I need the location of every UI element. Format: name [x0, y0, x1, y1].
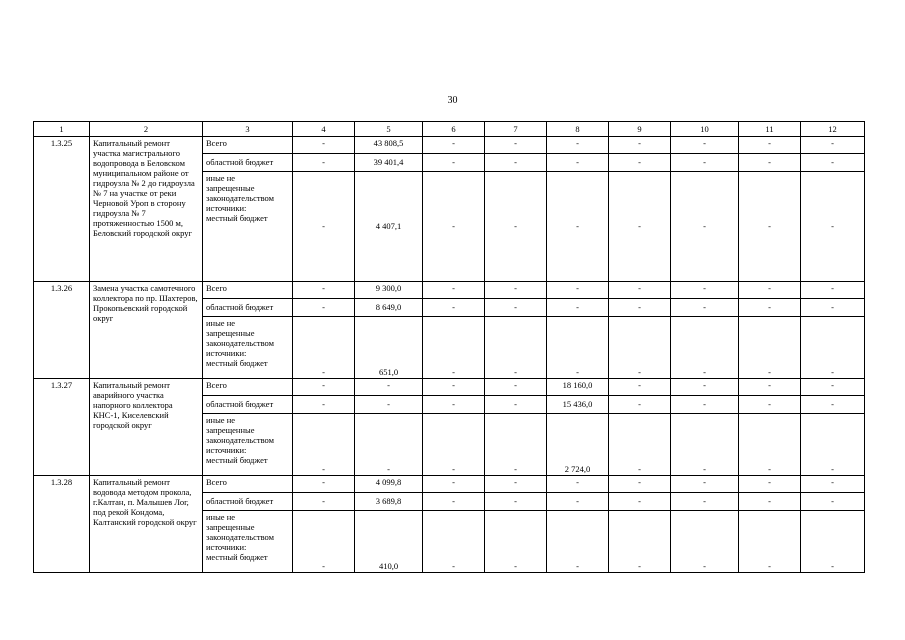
source-line: местный бюджет — [206, 358, 268, 369]
value-cell: - — [485, 414, 547, 476]
value-cell: - — [485, 137, 547, 154]
item-number: 1.3.28 — [34, 476, 90, 573]
table-row — [34, 282, 865, 299]
value-cell: - — [801, 511, 865, 573]
source-regional-budget: областной бюджет — [203, 299, 293, 317]
value-cell: - — [485, 379, 547, 396]
source-line: местный бюджет — [206, 213, 268, 224]
value-cell: - — [609, 154, 671, 172]
header-cell: 7 — [485, 122, 547, 137]
value-cell: - — [801, 299, 865, 317]
value-cell: - — [423, 137, 485, 154]
value-cell: - — [801, 414, 865, 476]
source-total: Всего — [203, 137, 293, 154]
value-cell: - — [547, 511, 609, 573]
source-total: Всего — [203, 476, 293, 493]
item-title: Капитальный ремонт водовода методом прокола, г.Калтан, п. Малышев Лог, под рекой Кондома, Калтанский городской округ — [90, 476, 203, 573]
value-cell: - — [671, 414, 739, 476]
value-cell: - — [293, 299, 355, 317]
item-number: 1.3.25 — [34, 137, 90, 282]
budget-table — [33, 121, 865, 573]
value-cell: - — [423, 476, 485, 493]
value-cell: - — [355, 379, 423, 396]
value-cell: - — [609, 396, 671, 414]
source-line: местный бюджет — [206, 455, 268, 466]
table-row — [34, 137, 865, 154]
value-cell: - — [801, 396, 865, 414]
header-cell: 9 — [609, 122, 671, 137]
value-cell: - — [485, 493, 547, 511]
value-cell: 4 407,1 — [355, 172, 423, 282]
source-line: местный бюджет — [206, 552, 268, 563]
value-cell: - — [801, 172, 865, 282]
value-cell: - — [609, 493, 671, 511]
value-cell: - — [293, 396, 355, 414]
value-cell: - — [293, 282, 355, 299]
header-cell: 1 — [34, 122, 90, 137]
value-cell: - — [293, 317, 355, 379]
source-line: запрещенные — [206, 183, 255, 194]
value-cell: - — [293, 137, 355, 154]
value-cell: 15 436,0 — [547, 396, 609, 414]
source-line: законодательством — [206, 338, 275, 349]
value-cell: - — [671, 317, 739, 379]
value-cell: - — [293, 476, 355, 493]
source-line: законодательством — [206, 532, 275, 543]
value-cell: - — [609, 299, 671, 317]
value-cell: - — [547, 476, 609, 493]
source-other-local-budget — [203, 317, 293, 379]
value-cell: 4 099,8 — [355, 476, 423, 493]
value-cell: - — [739, 154, 801, 172]
header-cell: 8 — [547, 122, 609, 137]
value-cell: - — [671, 511, 739, 573]
value-cell: - — [739, 282, 801, 299]
value-cell: - — [801, 476, 865, 493]
value-cell: - — [547, 493, 609, 511]
value-cell: - — [739, 414, 801, 476]
header-cell: 3 — [203, 122, 293, 137]
source-regional-budget: областной бюджет — [203, 154, 293, 172]
value-cell: - — [423, 154, 485, 172]
value-cell: - — [801, 282, 865, 299]
source-regional-budget: областной бюджет — [203, 493, 293, 511]
value-cell: - — [739, 317, 801, 379]
value-cell: - — [671, 137, 739, 154]
value-cell: - — [671, 476, 739, 493]
page-number: 30 — [447, 95, 458, 106]
value-cell: - — [609, 414, 671, 476]
source-line: источники: — [206, 445, 247, 456]
source-line: иные не — [206, 173, 236, 183]
value-cell: - — [671, 154, 739, 172]
header-cell: 6 — [423, 122, 485, 137]
value-cell: 410,0 — [355, 511, 423, 573]
source-other-local-budget — [203, 172, 293, 282]
item-title: Замена участка самотечного коллектора по пр. Шахтеров, Прокопьевский городской округ — [90, 282, 203, 379]
value-cell: - — [423, 396, 485, 414]
value-cell: - — [609, 476, 671, 493]
value-cell: - — [485, 317, 547, 379]
value-cell: - — [293, 379, 355, 396]
source-other-local-budget — [203, 414, 293, 476]
value-cell: 18 160,0 — [547, 379, 609, 396]
value-cell: - — [355, 396, 423, 414]
source-line: источники: — [206, 203, 247, 214]
value-cell: - — [739, 396, 801, 414]
value-cell: - — [671, 172, 739, 282]
source-line: законодательством — [206, 435, 275, 446]
value-cell: - — [609, 172, 671, 282]
value-cell: - — [485, 476, 547, 493]
value-cell: - — [739, 299, 801, 317]
value-cell: - — [293, 493, 355, 511]
value-cell: 2 724,0 — [547, 414, 609, 476]
value-cell: - — [423, 493, 485, 511]
value-cell: - — [547, 299, 609, 317]
value-cell: - — [739, 493, 801, 511]
value-cell: - — [485, 172, 547, 282]
source-line: иные не — [206, 415, 236, 425]
source-total: Всего — [203, 379, 293, 396]
source-other-local-budget — [203, 511, 293, 573]
value-cell: - — [423, 299, 485, 317]
source-total: Всего — [203, 282, 293, 299]
value-cell: - — [801, 317, 865, 379]
value-cell: - — [423, 172, 485, 282]
value-cell: - — [739, 137, 801, 154]
value-cell: - — [609, 282, 671, 299]
source-line: иные не — [206, 512, 236, 522]
value-cell: 39 401,4 — [355, 154, 423, 172]
value-cell: - — [547, 282, 609, 299]
source-line: источники: — [206, 542, 247, 553]
value-cell: - — [801, 154, 865, 172]
value-cell: - — [423, 379, 485, 396]
value-cell: 8 649,0 — [355, 299, 423, 317]
value-cell: - — [423, 511, 485, 573]
source-line: запрещенные — [206, 425, 255, 436]
header-cell: 11 — [739, 122, 801, 137]
header-cell: 5 — [355, 122, 423, 137]
value-cell: 3 689,8 — [355, 493, 423, 511]
value-cell: - — [739, 476, 801, 493]
value-cell: - — [671, 396, 739, 414]
value-cell: - — [547, 317, 609, 379]
value-cell: - — [485, 511, 547, 573]
item-number: 1.3.26 — [34, 282, 90, 379]
value-cell: - — [485, 282, 547, 299]
value-cell: - — [671, 282, 739, 299]
value-cell: - — [671, 379, 739, 396]
header-cell: 2 — [90, 122, 203, 137]
value-cell: - — [801, 137, 865, 154]
value-cell: - — [547, 154, 609, 172]
value-cell: - — [671, 299, 739, 317]
value-cell: - — [293, 154, 355, 172]
item-title: Капитальный ремонт участка магистрального водопровода в Беловском муниципальном районе от гидроузла № 2 до гидроузла № 7 на участке от реки Черновой Уроп в сторону гидроузла № 7 протяженностью 1500 м, Беловский городской округ — [90, 137, 203, 282]
value-cell: - — [423, 282, 485, 299]
value-cell: - — [293, 511, 355, 573]
value-cell: - — [293, 414, 355, 476]
value-cell: - — [739, 172, 801, 282]
value-cell: - — [485, 154, 547, 172]
header-cell: 4 — [293, 122, 355, 137]
value-cell: - — [801, 493, 865, 511]
source-line: законодательством — [206, 193, 275, 204]
source-line: запрещенные — [206, 522, 255, 533]
item-title: Капитальный ремонт аварийного участка напорного коллектора КНС-1, Киселевский городской округ — [90, 379, 203, 476]
header-cell: 10 — [671, 122, 739, 137]
table-row — [34, 379, 865, 396]
source-line: источники: — [206, 348, 247, 359]
value-cell: - — [485, 299, 547, 317]
value-cell: - — [547, 137, 609, 154]
value-cell: - — [485, 396, 547, 414]
header-cell: 12 — [801, 122, 865, 137]
value-cell: 9 300,0 — [355, 282, 423, 299]
item-number: 1.3.27 — [34, 379, 90, 476]
value-cell: - — [801, 379, 865, 396]
source-line: запрещенные — [206, 328, 255, 339]
header-row — [34, 122, 865, 137]
value-cell: - — [609, 317, 671, 379]
value-cell: - — [739, 379, 801, 396]
value-cell: - — [355, 414, 423, 476]
value-cell: - — [423, 414, 485, 476]
value-cell: - — [739, 511, 801, 573]
value-cell: - — [293, 172, 355, 282]
table-row — [34, 476, 865, 493]
value-cell: 651,0 — [355, 317, 423, 379]
value-cell: - — [609, 379, 671, 396]
value-cell: - — [547, 172, 609, 282]
value-cell: - — [609, 511, 671, 573]
source-regional-budget: областной бюджет — [203, 396, 293, 414]
source-line: иные не — [206, 318, 236, 328]
value-cell: 43 808,5 — [355, 137, 423, 154]
value-cell: - — [609, 137, 671, 154]
value-cell: - — [423, 317, 485, 379]
value-cell: - — [671, 493, 739, 511]
